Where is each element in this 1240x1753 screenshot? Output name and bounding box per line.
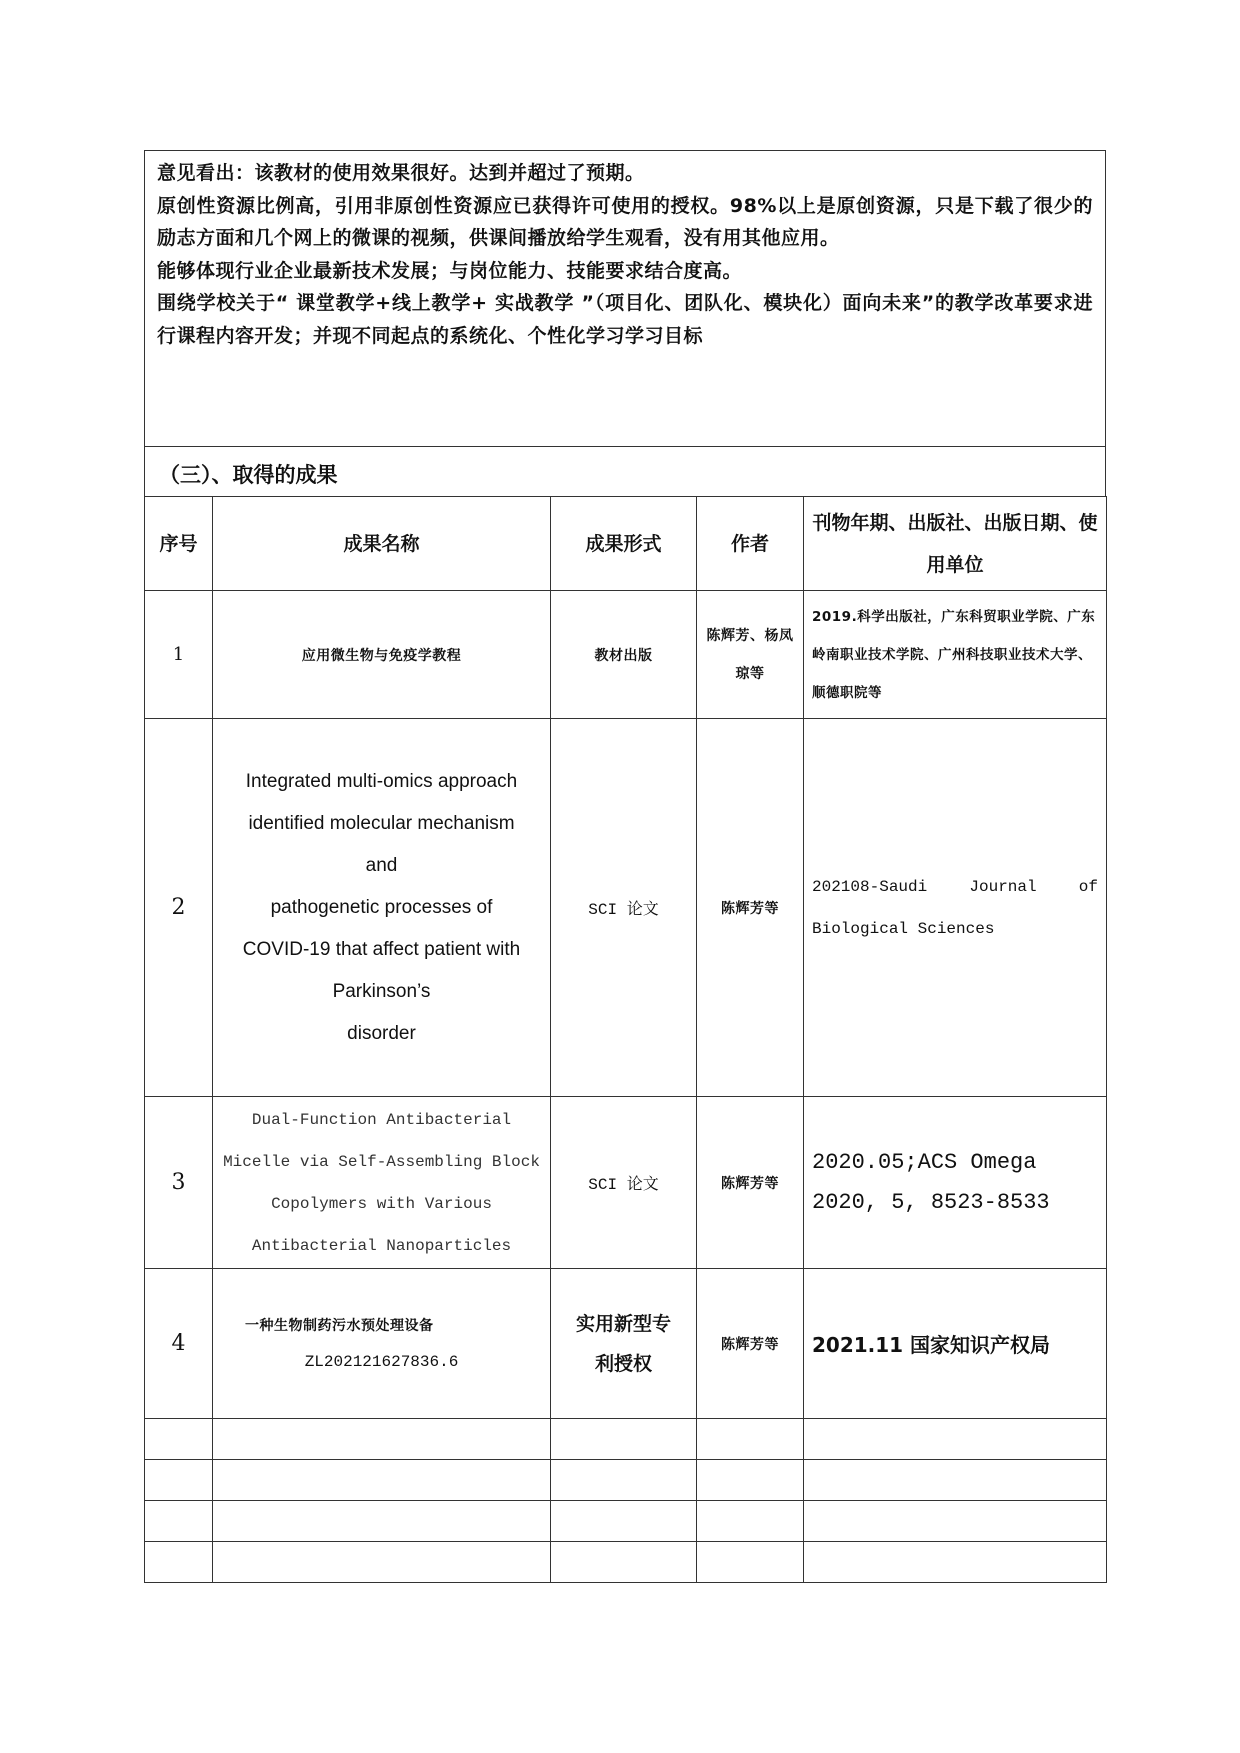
empty-cell: [551, 1542, 697, 1583]
empty-row: [145, 1460, 1107, 1501]
row-form: SCI 论文: [551, 1097, 697, 1269]
row-index: 2: [145, 719, 213, 1097]
row-form: 实用新型专利授权: [551, 1269, 697, 1419]
header-form: 成果形式: [551, 497, 697, 591]
row-author: 陈辉芳等: [697, 1269, 804, 1419]
results-table: [144, 496, 1107, 1583]
opinion-line-3: 能够体现行业企业最新技术发展；与岗位能力、技能要求结合度高。: [157, 259, 743, 282]
empty-cell: [804, 1542, 1107, 1583]
row-name: [213, 1269, 551, 1419]
table-header-row: [145, 497, 1107, 591]
row-name-line: pathogenetic processes of: [270, 896, 493, 918]
empty-cell: [145, 1542, 213, 1583]
table-row: [145, 591, 1107, 719]
empty-cell: [213, 1460, 551, 1501]
table-row: [145, 719, 1107, 1097]
row-name-line: identified molecular mechanism: [248, 812, 515, 834]
row-form: SCI 论文: [551, 719, 697, 1097]
row-index: 1: [145, 591, 213, 719]
page: [144, 150, 1106, 1583]
row-author: 陈辉芳等: [697, 719, 804, 1097]
row-name: Dual-Function Antibacterial Micelle via Self-Assembling Block Copolymers with Various Antibacterial Nanoparticles: [213, 1097, 551, 1269]
row-name-line: Parkinson’s: [332, 980, 431, 1002]
row-index: 4: [145, 1269, 213, 1419]
table-row: [145, 1269, 1107, 1419]
empty-cell: [213, 1501, 551, 1542]
empty-cell: [804, 1460, 1107, 1501]
row-pub: 202108-Saudi Journal of Biological Sciences: [804, 719, 1107, 1097]
empty-cell: [213, 1419, 551, 1460]
opinion-line-1: 意见看出：该教材的使用效果很好。达到并超过了预期。: [157, 162, 645, 184]
empty-cell: [697, 1460, 804, 1501]
empty-cell: [804, 1501, 1107, 1542]
row-index: 3: [145, 1097, 213, 1269]
empty-cell: [145, 1419, 213, 1460]
empty-cell: [697, 1501, 804, 1542]
row-name-text: 一种生物制药污水预处理设备: [245, 1317, 434, 1334]
empty-cell: [145, 1460, 213, 1501]
empty-cell: [145, 1501, 213, 1542]
row-name-line: COVID-19 that affect patient with: [242, 938, 521, 960]
row-name: 应用微生物与免疫学教程: [213, 591, 551, 719]
row-name: [213, 719, 551, 1097]
row-name-line: Integrated multi-omics approach: [245, 770, 518, 792]
empty-cell: [697, 1542, 804, 1583]
empty-cell: [551, 1460, 697, 1501]
opinion-block: [144, 150, 1106, 446]
header-author: 作者: [697, 497, 804, 591]
empty-cell: [804, 1419, 1107, 1460]
row-author: 陈辉芳等: [697, 1097, 804, 1269]
opinion-line-2: 原创性资源比例高，引用非原创性资源应已获得许可使用的授权。98%以上是原创资源，只是下载了很少的励志方面和几个网上的微课的视频，供课间播放给学生观看，没有用其他应用。: [157, 194, 1093, 249]
empty-cell: [551, 1419, 697, 1460]
empty-row: [145, 1501, 1107, 1542]
table-row: [145, 1097, 1107, 1269]
header-pub: 刊物年期、出版社、出版日期、使用单位: [804, 497, 1107, 591]
opinion-line-4: 围绕学校关于“ 课堂教学+线上教学+ 实战教学 ”（项目化、团队化、模块化）面向未来”的教学改革要求进行课程内容开发；并现不同起点的系统化、个性化学习学习目标: [157, 292, 1093, 347]
row-pub: 2020.05;ACS Omega 2020, 5, 8523-8533: [804, 1097, 1107, 1269]
row-pub: 2021.11 国家知识产权局: [804, 1269, 1107, 1419]
row-name-line: and: [365, 854, 398, 876]
row-pub: 2019.科学出版社，广东科贸职业学院、广东岭南职业技术学院、广州科技职业技术大学、顺德职院等: [804, 591, 1107, 719]
row-name-line: disorder: [347, 1022, 416, 1044]
row-form: 教材出版: [551, 591, 697, 719]
header-index: 序号: [145, 497, 213, 591]
section-title: （三）、取得的成果: [144, 446, 1106, 496]
header-name: 成果名称: [213, 497, 551, 591]
row-author: 陈辉芳、杨凤琼等: [697, 591, 804, 719]
row-name-code: ZL202121627836.6: [304, 1352, 459, 1371]
empty-cell: [551, 1501, 697, 1542]
empty-row: [145, 1542, 1107, 1583]
empty-cell: [697, 1419, 804, 1460]
empty-cell: [213, 1542, 551, 1583]
empty-row: [145, 1419, 1107, 1460]
